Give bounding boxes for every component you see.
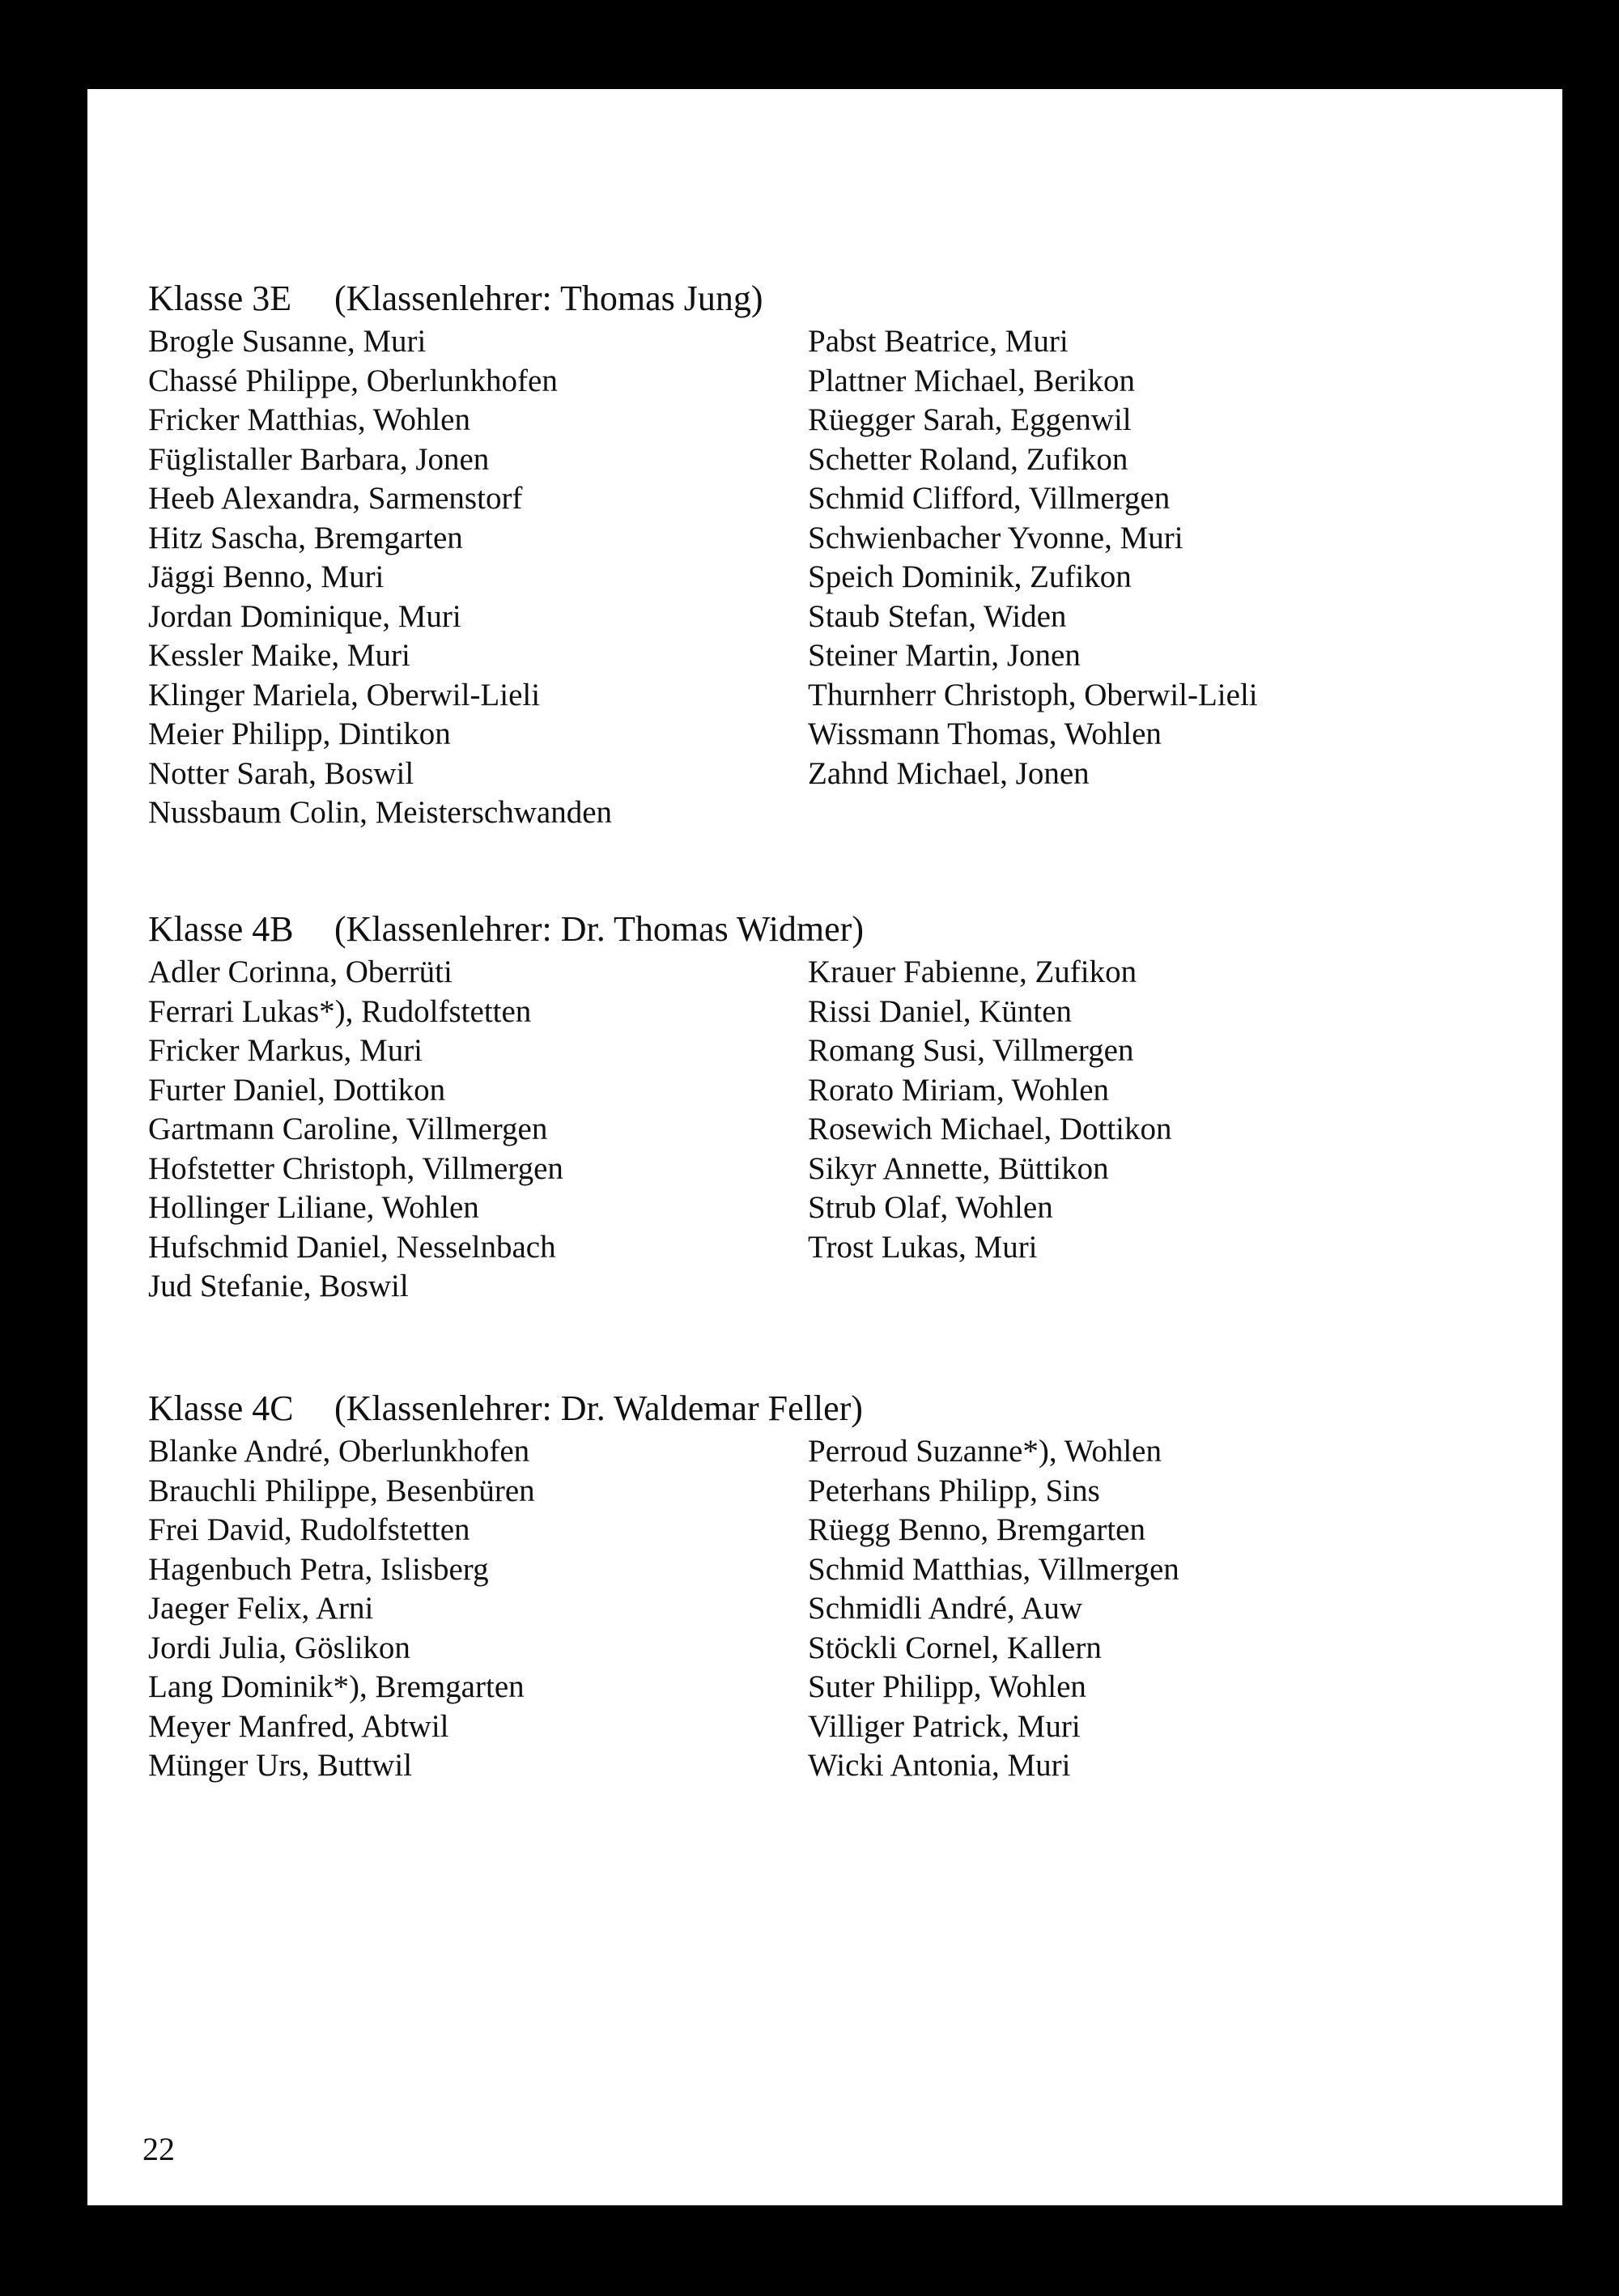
student-entry: Schmid Matthias, Villmergen xyxy=(808,1551,1179,1587)
student-entry: Heeb Alexandra, Sarmenstorf xyxy=(148,481,523,516)
student-entry: Schetter Roland, Zufikon xyxy=(808,441,1128,477)
class-label: Klasse 4C xyxy=(148,1388,294,1428)
student-entry: Villiger Patrick, Muri xyxy=(808,1708,1081,1744)
student-entry: Hagenbuch Petra, Islisberg xyxy=(148,1551,489,1587)
student-entry: Brogle Susanne, Muri xyxy=(148,324,427,359)
student-entry: Romang Susi, Villmergen xyxy=(808,1033,1134,1068)
student-entry: Münger Urs, Buttwil xyxy=(148,1748,413,1783)
student-list-left xyxy=(148,322,612,833)
student-entry: Chassé Philippe, Oberlunkhofen xyxy=(148,363,558,398)
student-entry: Jordan Dominique, Muri xyxy=(148,598,461,634)
student-entry: Jäggi Benno, Muri xyxy=(148,559,385,594)
class-label: Klasse 4B xyxy=(148,909,294,949)
student-entry: Nussbaum Colin, Meisterschwanden xyxy=(148,795,613,830)
student-entry: Rüegger Sarah, Eggenwil xyxy=(808,402,1132,437)
student-entry: Rosewich Michael, Dottikon xyxy=(808,1112,1172,1146)
student-entry: Rüegg Benno, Bremgarten xyxy=(808,1512,1145,1547)
class-section-4c xyxy=(148,1387,1524,1783)
student-entry: Jordi Julia, Göslikon xyxy=(148,1630,410,1665)
student-entry: Meyer Manfred, Abtwil xyxy=(148,1708,449,1744)
student-entry: Jaeger Felix, Arni xyxy=(148,1591,374,1626)
student-entry: Frei David, Rudolfstetten xyxy=(148,1512,470,1547)
student-entry: Sikyr Annette, Büttikon xyxy=(808,1150,1109,1186)
student-entry: Rissi Daniel, Künten xyxy=(808,993,1073,1029)
student-list-right xyxy=(808,1432,1179,1786)
student-entry: Hitz Sascha, Bremgarten xyxy=(148,520,463,555)
student-entry: Jud Stefanie, Boswil xyxy=(148,1269,409,1303)
student-entry: Zahnd Michael, Jonen xyxy=(808,755,1090,791)
student-entry: Pabst Beatrice, Muri xyxy=(808,324,1069,359)
student-list-left xyxy=(148,953,563,1307)
student-entry: Hofstetter Christoph, Villmergen xyxy=(148,1150,563,1186)
student-entry: Steiner Martin, Jonen xyxy=(808,638,1081,673)
student-entry: Speich Dominik, Zufikon xyxy=(808,559,1132,594)
student-list-left xyxy=(148,1432,535,1786)
student-entry: Fricker Markus, Muri xyxy=(148,1033,423,1068)
student-entry: Plattner Michael, Berikon xyxy=(808,363,1135,398)
student-entry: Wicki Antonia, Muri xyxy=(808,1748,1071,1783)
student-entry: Krauer Fabienne, Zufikon xyxy=(808,955,1137,989)
student-entry: Schmidli André, Auw xyxy=(808,1591,1083,1626)
student-entry: Brauchli Philippe, Besenbüren xyxy=(148,1473,535,1508)
student-entry: Schmid Clifford, Villmergen xyxy=(808,481,1171,516)
class-section-4b xyxy=(148,908,1524,1303)
class-teacher: (Klassenlehrer: Dr. Thomas Widmer) xyxy=(334,909,864,949)
student-list-right xyxy=(808,953,1172,1267)
student-entry: Suter Philipp, Wohlen xyxy=(808,1669,1086,1704)
student-entry: Hufschmid Daniel, Nesselnbach xyxy=(148,1229,556,1265)
class-teacher: (Klassenlehrer: Thomas Jung) xyxy=(334,278,763,318)
student-entry: Strub Olaf, Wohlen xyxy=(808,1190,1053,1225)
student-entry: Furter Daniel, Dottikon xyxy=(148,1072,446,1108)
student-entry: Klinger Mariela, Oberwil-Lieli xyxy=(148,677,541,712)
student-entry: Rorato Miriam, Wohlen xyxy=(808,1072,1110,1108)
student-entry: Ferrari Lukas*), Rudolfstetten xyxy=(148,993,532,1029)
student-entry: Notter Sarah, Boswil xyxy=(148,755,414,791)
student-entry: Thurnherr Christoph, Oberwil-Lieli xyxy=(808,677,1258,712)
student-entry: Peterhans Philipp, Sins xyxy=(808,1473,1100,1508)
student-entry: Adler Corinna, Oberrüti xyxy=(148,955,453,989)
class-section-3e xyxy=(148,277,1524,830)
student-entry: Hollinger Liliane, Wohlen xyxy=(148,1190,479,1225)
student-entry: Staub Stefan, Widen xyxy=(808,598,1067,634)
student-entry: Wissmann Thomas, Wohlen xyxy=(808,716,1162,751)
student-list-right xyxy=(808,322,1258,793)
student-entry: Gartmann Caroline, Villmergen xyxy=(148,1112,548,1146)
student-entry: Fricker Matthias, Wohlen xyxy=(148,402,470,437)
student-entry: Blanke André, Oberlunkhofen xyxy=(148,1434,530,1469)
student-entry: Trost Lukas, Muri xyxy=(808,1229,1038,1265)
student-entry: Stöckli Cornel, Kallern xyxy=(808,1630,1102,1665)
class-heading xyxy=(148,277,1524,321)
class-teacher: (Klassenlehrer: Dr. Waldemar Feller) xyxy=(334,1388,863,1428)
student-entry: Lang Dominik*), Bremgarten xyxy=(148,1669,525,1704)
document-page xyxy=(87,89,1562,2205)
class-heading xyxy=(148,1387,1524,1431)
student-entry: Schwienbacher Yvonne, Muri xyxy=(808,520,1183,555)
student-entry: Perroud Suzanne*), Wohlen xyxy=(808,1434,1162,1469)
student-entry: Kessler Maike, Muri xyxy=(148,638,410,673)
student-entry: Füglistaller Barbara, Jonen xyxy=(148,441,490,477)
class-label: Klasse 3E xyxy=(148,278,292,318)
student-entry: Meier Philipp, Dintikon xyxy=(148,716,451,751)
page-number: 22 xyxy=(142,2131,175,2167)
class-heading xyxy=(148,908,1524,951)
